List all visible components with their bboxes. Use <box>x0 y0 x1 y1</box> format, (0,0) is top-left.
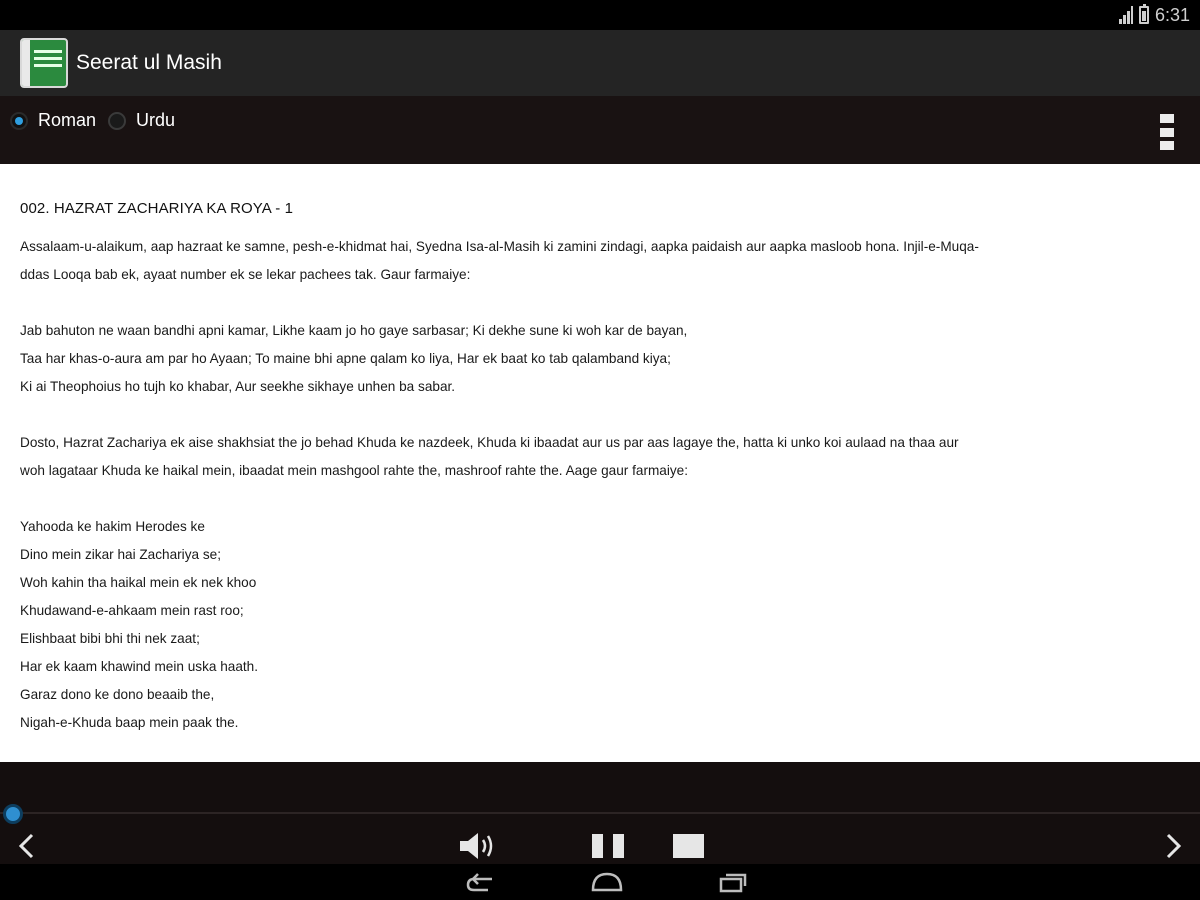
verse-line: Khudawand-e-ahkaam mein rast roo; <box>20 603 244 618</box>
home-icon[interactable] <box>590 870 624 894</box>
radio-unchecked-icon[interactable] <box>108 112 126 130</box>
text-line: ddas Looqa bab ek, ayaat number ek se lekar pachees tak. Gaur farmaiye: <box>20 267 471 282</box>
reading-content[interactable] <box>0 164 1200 762</box>
text-line: Taa har khas-o-aura am par ho Ayaan; To maine bhi apne qalam ko liya, Har ek baat ko tab qalamband kiya; <box>20 351 671 366</box>
radio-urdu[interactable] <box>108 110 175 131</box>
seek-bar[interactable] <box>0 812 1200 814</box>
radio-checked-icon[interactable] <box>10 112 28 130</box>
pause-icon[interactable] <box>592 834 624 858</box>
verse-line: Nigah-e-Khuda baap mein paak the. <box>20 715 239 730</box>
radio-urdu-label[interactable]: Urdu <box>136 110 176 130</box>
text-line: Assalaam-u-alaikum, aap hazraat ke samne, pesh-e-khidmat hai, Syedna Isa-al-Masih ki zamini zindagi, aapka paidaish aur aapka masloob hona. Injil-e-Muqa- <box>20 239 979 254</box>
signal-icon <box>1119 6 1133 24</box>
back-icon[interactable] <box>464 870 496 894</box>
recents-icon[interactable] <box>718 870 748 894</box>
verse-line: Har ek kaam khawind mein uska haath. <box>20 659 259 674</box>
radio-roman[interactable] <box>10 110 96 131</box>
prev-icon[interactable] <box>16 832 38 860</box>
book-icon[interactable] <box>20 38 68 88</box>
verse-line: Yahooda ke hakim Herodes ke <box>20 519 205 534</box>
action-bar <box>0 30 1200 96</box>
status-bar <box>0 0 1200 30</box>
app-title: Seerat ul Masih <box>76 51 222 74</box>
next-icon[interactable] <box>1162 832 1184 860</box>
battery-icon <box>1139 6 1149 24</box>
text-line: Dosto, Hazrat Zachariya ek aise shakhsiat the jo behad Khuda ke nazdeek, Khuda ki ibaadat aur us par aas lagaye the, hatta ki unko koi aulaad na thaa aur <box>20 435 959 450</box>
stop-icon[interactable] <box>673 834 704 858</box>
verse-line: Garaz dono ke dono beaaib the, <box>20 687 215 702</box>
seek-thumb[interactable] <box>3 804 23 824</box>
verse-line: Woh kahin tha haikal mein ek nek khoo <box>20 575 257 590</box>
verse-block-2 <box>20 513 1180 737</box>
chapter-title: 002. HAZRAT ZACHARIYA KA ROYA - 1 <box>20 200 294 217</box>
verse-block-1 <box>20 317 1180 401</box>
volume-icon[interactable] <box>458 830 498 862</box>
language-toolbar <box>0 96 1200 164</box>
intro-paragraph <box>20 233 1180 289</box>
verse-line: Elishbaat bibi bhi thi nek zaat; <box>20 631 200 646</box>
audio-player <box>0 762 1200 864</box>
paragraph-2 <box>20 429 1180 485</box>
status-time: 6:31 <box>1154 4 1190 25</box>
language-radio-group <box>10 110 187 131</box>
status-icons <box>1119 3 1190 27</box>
text-line: Ki ai Theophoius ho tujh ko khabar, Aur seekhe sikhaye unhen ba sabar. <box>20 379 456 394</box>
radio-roman-label[interactable]: Roman <box>38 110 97 130</box>
system-nav-bar <box>0 864 1200 900</box>
overflow-menu-icon[interactable] <box>1160 114 1174 150</box>
verse-line: Dino mein zikar hai Zachariya se; <box>20 547 221 562</box>
text-line: woh lagataar Khuda ke haikal mein, ibaadat mein mashgool rahte the, mashroof rahte the. Aage gaur farmaiye: <box>20 463 689 478</box>
text-line: Jab bahuton ne waan bandhi apni kamar, Likhe kaam jo ho gaye sarbasar; Ki dekhe sune ki woh kar de bayan, <box>20 323 688 338</box>
